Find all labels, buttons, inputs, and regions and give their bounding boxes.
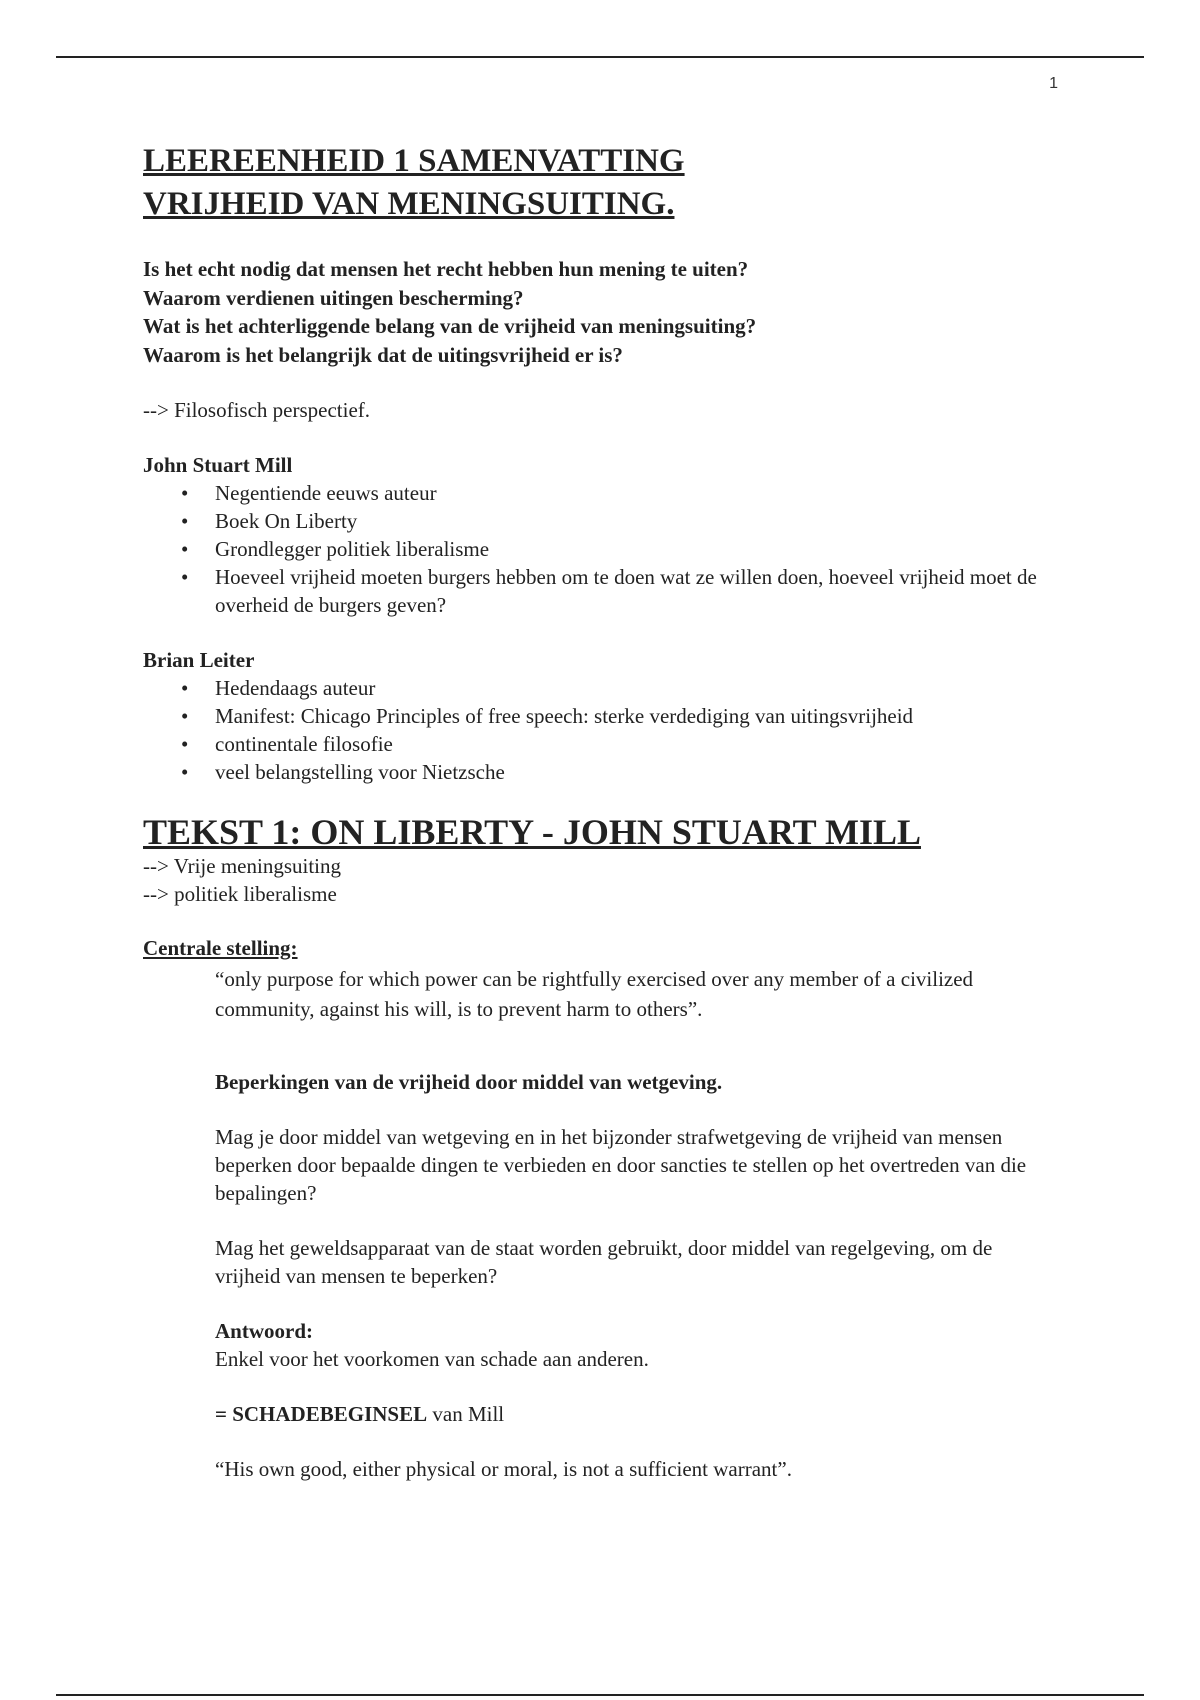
question-2: Waarom verdienen uitingen bescherming? bbox=[143, 285, 524, 310]
restrictions-heading: Beperkingen van de vrijheid door middel van wetgeving. bbox=[215, 1070, 723, 1094]
bullet-icon: • bbox=[181, 537, 189, 561]
footer-rule bbox=[56, 1694, 1144, 1696]
question-4: Waarom is het belangrijk dat de uitingsvrijheid er is? bbox=[143, 342, 623, 367]
harm-principle-line bbox=[143, 1400, 1043, 1428]
list-item bbox=[181, 479, 1043, 507]
list-item-text: Hedendaags auteur bbox=[215, 676, 376, 700]
question-3: Wat is het achterliggende belang van de vrijheid van meningsuiting? bbox=[143, 314, 757, 338]
closing-quote: “His own good, either physical or moral, is not a sufficient warrant”. bbox=[215, 1457, 792, 1481]
author-heading-leiter: Brian Leiter bbox=[143, 648, 255, 672]
list-item-text: Boek On Liberty bbox=[215, 509, 358, 533]
bullet-icon: • bbox=[181, 760, 189, 784]
harm-principle-term: = SCHADEBEGINSEL bbox=[215, 1402, 428, 1426]
section-arrow-note: --> Vrije meningsuiting bbox=[143, 854, 342, 878]
answer-text: Enkel voor het voorkomen van schade aan anderen. bbox=[215, 1347, 649, 1371]
list-item bbox=[181, 758, 1043, 786]
harm-principle-suffix: van Mill bbox=[427, 1402, 505, 1426]
list-item-text: continentale filosofie bbox=[215, 732, 393, 756]
header-rule bbox=[56, 56, 1144, 58]
list-item bbox=[181, 702, 1043, 730]
page-number: 1 bbox=[1049, 75, 1058, 92]
document-title bbox=[143, 140, 1043, 226]
list-item bbox=[181, 507, 1043, 535]
section-title: TEKST 1: ON LIBERTY - JOHN STUART MILL bbox=[143, 812, 921, 852]
title-line-2: VRIJHEID VAN MENINGSUITING. bbox=[143, 186, 675, 222]
list-item bbox=[181, 730, 1043, 758]
document-body bbox=[143, 140, 1043, 1483]
paragraph-state-force: Mag het geweldsapparaat van de staat worden gebruikt, door middel van regelgeving, om de vrijheid van mensen te beperken? bbox=[215, 1236, 993, 1288]
title-line-1: LEEREENHEID 1 SAMENVATTING bbox=[143, 143, 685, 179]
central-thesis-quote: “only purpose for which power can be rightfully exercised over any member of a civilized community, against his will, is to prevent harm to others”. bbox=[215, 967, 974, 1021]
leiter-bullet-list bbox=[143, 674, 1043, 786]
bullet-icon: • bbox=[181, 565, 189, 589]
list-item bbox=[181, 535, 1043, 563]
list-item-text: Manifest: Chicago Principles of free speech: sterke verdediging van uitingsvrijheid bbox=[215, 704, 914, 728]
bullet-icon: • bbox=[181, 704, 189, 728]
author-heading-mill: John Stuart Mill bbox=[143, 453, 293, 477]
list-item-text: Hoeveel vrijheid moeten burgers hebben om te doen wat ze willen doen, hoeveel vrijheid moet de overheid de burgers geven? bbox=[215, 565, 1037, 617]
list-item-text: Grondlegger politiek liberalisme bbox=[215, 537, 490, 561]
bullet-icon: • bbox=[181, 676, 189, 700]
list-item bbox=[181, 674, 1043, 702]
bullet-icon: • bbox=[181, 481, 189, 505]
question-list bbox=[143, 255, 1043, 369]
bullet-icon: • bbox=[181, 732, 189, 756]
question-1: Is het echt nodig dat mensen het recht hebben hun mening te uiten? bbox=[143, 257, 749, 281]
perspective-note: --> Filosofisch perspectief. bbox=[143, 398, 371, 422]
answer-label: Antwoord: bbox=[215, 1319, 313, 1343]
list-item-text: veel belangstelling voor Nietzsche bbox=[215, 760, 505, 784]
central-thesis-label: Centrale stelling: bbox=[143, 936, 298, 960]
list-item bbox=[181, 563, 1043, 619]
answer-block bbox=[143, 1317, 1043, 1373]
bullet-icon: • bbox=[181, 509, 189, 533]
list-item-text: Negentiende eeuws auteur bbox=[215, 481, 437, 505]
section-arrow-note: --> politiek liberalisme bbox=[143, 882, 337, 906]
mill-bullet-list bbox=[143, 479, 1043, 619]
paragraph-legislation: Mag je door middel van wetgeving en in het bijzonder strafwetgeving de vrijheid van mensen beperken door bepaalde dingen te verbieden en door sancties te stellen op het overtreden van die bepalingen? bbox=[215, 1125, 1027, 1205]
